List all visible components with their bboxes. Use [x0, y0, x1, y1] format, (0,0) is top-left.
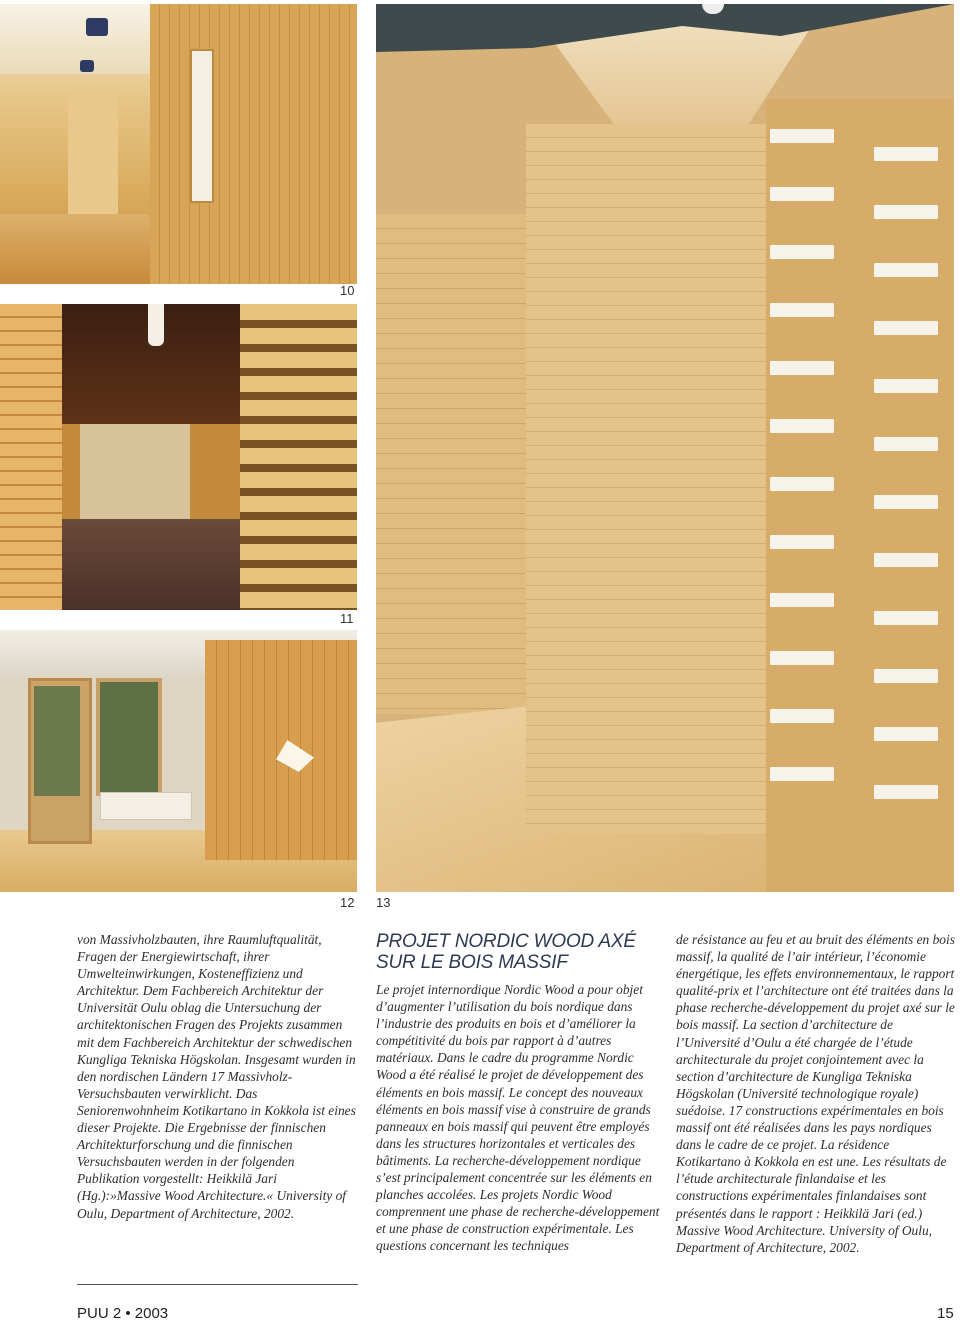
french-paragraph-1: Le projet internordique Nordic Wood a pour objet d’augmenter l’utilisation du bois nordique dans l’industrie des produits en bois et d’améliorer la compétitivité du bois par rapport à d’autres matériaux. Dans le cadre du programme Nordic Wood a été réalisé le projet de développement des éléments en bois massif. Le concept des nouveaux éléments en bois massif vise à construire de grands panneaux en bois massif qui peuvent être employés dans les structures horizontales et verticales des bâtiments. La recherche-développement nordique s’est principalement concentrée sur les éléments en planches accolées. Les projets Nordic Wood comprennent une phase de recherche-développement et une phase de construction expérimentale. Les questions concernant les techniques [376, 982, 660, 1254]
wall-light-slot [770, 477, 834, 491]
german-paragraph: von Massivholzbauten, ihre Raumluftqualität, Fragen der Energiewirtschaft, ihrer Umwelteinwirkungen, Kosteneffizienz und Architektur. Dem Fachbereich Architektur der Universität Oulu oblag die Untersuchung der architektonischen Fragen des Projekts zusammen mit dem Fachbereich Architektur der schwedischen Kungliga Tekniska Högskolan. Insgesamt wurden in den nordischen Ländern 17 Massivholz-Versuchsbauten verwirklicht. Das Seniorenwohnheim Kotikartano in Kokkola ist eines dieser Projekte. Die Ergebnisse der finnischen Architekturforschung und die finnischen Versuchsbauten werden in der folgenden Publikation vorgestellt: Heikkilä Jari (Hg.):»Massive Wood Architecture.« University of Oulu, Department of Architecture, 2002. [77, 932, 356, 1221]
photo-number-12: 12 [340, 895, 355, 910]
photo-number-11: 11 [340, 611, 354, 626]
wall-light-slot [770, 767, 834, 781]
wall-light-slot [874, 669, 938, 683]
photo-perforated-wood-wall [376, 4, 954, 892]
wall-light-slot [874, 205, 938, 219]
french-text-column-2 [676, 931, 956, 1256]
wall-light-slot [770, 245, 834, 259]
headline-line-2: SUR LE BOIS MASSIF [376, 952, 568, 973]
wall-light-slot [770, 593, 834, 607]
column-divider-rule [77, 1284, 358, 1285]
wall-light-slot [874, 147, 938, 161]
wall-light-slot [874, 611, 938, 625]
wall-light-slot [874, 785, 938, 799]
footer-publication: PUU 2 • 2003 [77, 1305, 169, 1322]
wall-light-slot [874, 727, 938, 741]
wall-light-slot [770, 129, 834, 143]
photo-number-10: 10 [340, 283, 355, 298]
wall-light-slot [770, 187, 834, 201]
headline-line-1: PROJET NORDIC WOOD AXÉ [376, 931, 636, 952]
footer-page-number: 15 [937, 1305, 954, 1322]
photo-slatted-corridor [0, 304, 357, 610]
wall-light-slot [770, 303, 834, 317]
wall-light-slot [874, 553, 938, 567]
wall-light-slot [874, 437, 938, 451]
german-text-column [77, 931, 357, 1222]
photo-number-13: 13 [376, 895, 391, 910]
photo-corridor-wooden-walls [0, 4, 357, 284]
photo-room-interior [0, 630, 357, 892]
wall-light-slot [874, 379, 938, 393]
wall-light-slot [770, 535, 834, 549]
wall-light-slot [770, 419, 834, 433]
wall-light-slot [770, 709, 834, 723]
wall-light-slot [770, 361, 834, 375]
wall-light-slot [874, 495, 938, 509]
french-paragraph-2: de résistance au feu et au bruit des éléments en bois massif, la qualité de l’air intérieur, l’économie énergétique, les effets environnementaux, le rapport qualité-prix et l’architecture ont été traitées dans la phase recherche-développement du projet axé sur le bois massif. La section d’architecture de l’Université d’Oulu a été chargée de l’étude architecturale du projet conjointement avec la section d’architecture de Kungliga Tekniska Högskolan (Université technologique royale) suédoise. 17 constructions expérimentales en bois massif ont été réalisées dans les pays nordiques dans le cadre de ce projet. La résidence Kotikartano à Kokkola en est une. Les résultats de l’étude architecturale finlandaise et les constructions expérimentales finlandaises sont présentés dans le rapport : Heikkilä Jari (ed.) Massive Wood Architecture. University of Oulu, Department of Architecture, 2002. [676, 932, 955, 1255]
french-text-column-1 [376, 981, 661, 1255]
wall-light-slot [770, 651, 834, 665]
wall-light-slot [874, 321, 938, 335]
wall-light-slot [874, 263, 938, 277]
article-headline [376, 931, 676, 973]
